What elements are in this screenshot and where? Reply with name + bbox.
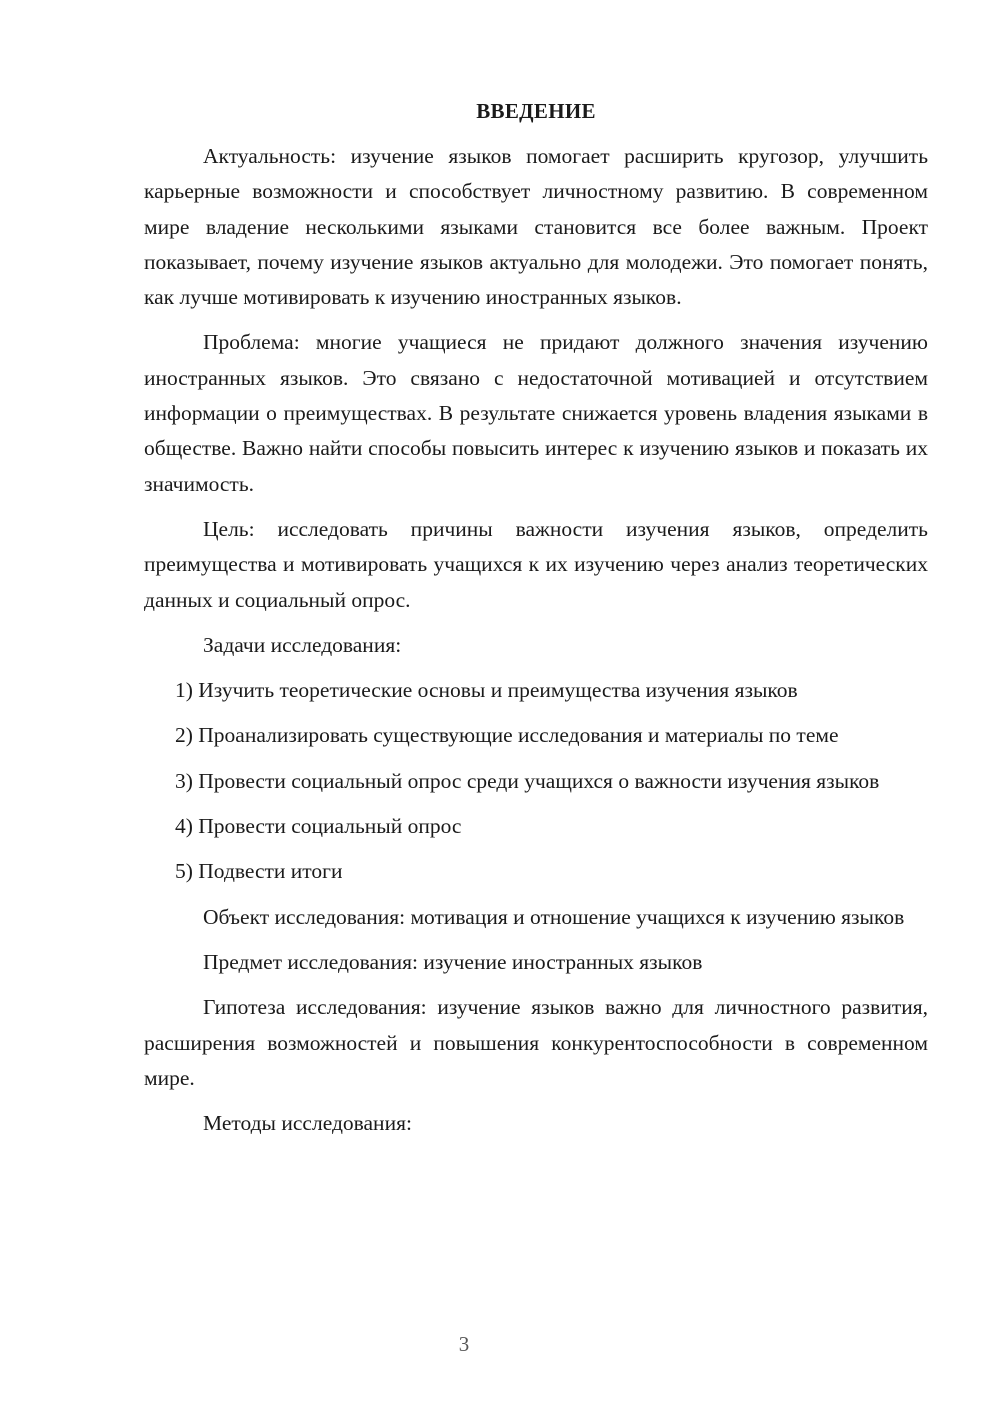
methods-paragraph: Методы исследования:: [203, 1111, 412, 1136]
task-item: 5) Подвести итоги: [175, 859, 343, 884]
tasks-list: [144, 673, 928, 889]
hypothesis-paragraph: Гипотеза исследования: изучение языков важно для личностного развития, расширения возможностей и повышения конкурентоспособности в современном мире.: [144, 995, 928, 1090]
subject-paragraph: Предмет исследования: изучение иностранных языков: [203, 949, 703, 974]
tasks-title: Задачи исследования:: [203, 632, 402, 657]
page-body: [144, 94, 928, 1151]
task-item: 1) Изучить теоретические основы и преимущества изучения языков: [175, 678, 798, 703]
task-item: 4) Провести социальный опрос: [175, 814, 462, 839]
page-number: 3: [458, 1332, 470, 1356]
relevance-paragraph: Актуальность: изучение языков помогает расширить кругозор, улучшить карьерные возможности и способствует личностному развитию. В современном мире владение несколькими языками становится все более важным. Проект показывает, почему изучение языков актуально для молодежи. Это помогает понять, как лучше мотивировать к изучению иностранных языков.: [144, 144, 928, 310]
section-heading: ВВЕДЕНИЕ: [476, 99, 596, 123]
task-item: 2) Проанализировать существующие исследования и материалы по теме: [175, 723, 839, 748]
object-paragraph: Объект исследования: мотивация и отношение учащихся к изучению языков: [203, 904, 905, 929]
task-item: 3) Провести социальный опрос среди учащихся о важности изучения языков: [175, 768, 880, 793]
goal-paragraph: Цель: исследовать причины важности изучения языков, определить преимущества и мотивировать учащихся к их изучению через анализ теоретических данных и социальный опрос.: [144, 516, 928, 612]
problem-paragraph: Проблема: многие учащиеся не придают должного значения изучению иностранных языков. Это связано с недостаточной мотивацией и отсутствием информации о преимуществах. В результате снижается уровень владения языками в обществе. Важно найти способы повысить интерес к изучению языков и показать их значимость.: [144, 330, 928, 496]
